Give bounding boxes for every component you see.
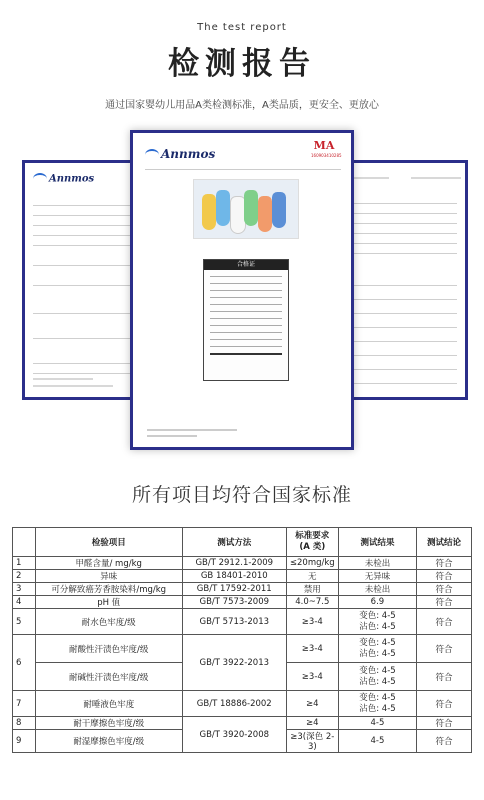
test-item: 耐唾液色牢度 xyxy=(35,691,182,717)
test-item: 耐干摩擦色牢度/级 xyxy=(35,717,182,730)
conclusion: 符合 xyxy=(417,691,472,717)
header-item: 检验项目 xyxy=(35,528,182,557)
certificate-title: 合格证 xyxy=(204,260,288,270)
brand-name-center: Annmos xyxy=(161,147,216,161)
conclusion: 符合 xyxy=(417,730,472,753)
test-result: 未检出 xyxy=(338,583,416,596)
requirement: ≥4 xyxy=(286,717,338,730)
conclusion: 符合 xyxy=(417,557,472,570)
table-row xyxy=(13,583,472,596)
header-requirement-line2: (A 类) xyxy=(299,542,326,552)
table-row xyxy=(13,596,472,609)
test-method: GB/T 5713-2013 xyxy=(182,609,286,635)
report-title: 检测报告 xyxy=(168,46,316,82)
product-photo xyxy=(193,179,299,239)
row-number: 2 xyxy=(13,570,36,583)
requirement: 无 xyxy=(286,570,338,583)
test-result: 无异味 xyxy=(338,570,416,583)
requirement: ≥3-4 xyxy=(286,609,338,635)
section-title: 所有项目均符合国家标准 xyxy=(131,484,352,506)
result-staining: 沾色: 4-5 xyxy=(359,621,396,632)
requirement: ≥3-4 xyxy=(286,635,338,663)
result-staining: 沾色: 4-5 xyxy=(359,676,396,687)
test-method: GB 18401-2010 xyxy=(182,570,286,583)
row-number: 3 xyxy=(13,583,36,596)
conclusion: 符合 xyxy=(417,583,472,596)
header-num xyxy=(13,528,36,557)
result-staining: 沾色: 4-5 xyxy=(359,703,396,714)
report-description: 通过国家婴幼儿用品A类检测标准，A类品质，更安全、更放心 xyxy=(105,100,379,111)
test-item: 耐酸性汗渍色牢度/级 xyxy=(35,635,182,663)
table-row xyxy=(13,635,472,663)
table-row xyxy=(13,691,472,717)
result-color-change: 变色: 4-5 xyxy=(359,610,396,621)
brand-arc-icon xyxy=(33,173,47,185)
test-result xyxy=(338,691,416,717)
row-number: 4 xyxy=(13,596,36,609)
table-header-row xyxy=(13,528,472,557)
result-color-change: 变色: 4-5 xyxy=(359,692,396,703)
test-item: 甲醛含量/ mg/kg xyxy=(35,557,182,570)
requirement: 4.0~7.5 xyxy=(286,596,338,609)
result-color-change: 变色: 4-5 xyxy=(359,665,396,676)
test-result: 6.9 xyxy=(338,596,416,609)
row-number: 5 xyxy=(13,609,36,635)
brand-arc-icon xyxy=(145,149,159,161)
test-method: GB/T 2912.1-2009 xyxy=(182,557,286,570)
header-result: 测试结果 xyxy=(338,528,416,557)
test-item: 耐湿摩擦色牢度/级 xyxy=(35,730,182,753)
conclusion: 符合 xyxy=(417,635,472,663)
test-result xyxy=(338,609,416,635)
header-conclusion: 测试结论 xyxy=(417,528,472,557)
certificate-label xyxy=(203,259,289,381)
cma-number: 160903410285 xyxy=(311,153,342,158)
header-method: 测试方法 xyxy=(182,528,286,557)
test-method: GB/T 18886-2002 xyxy=(182,691,286,717)
conclusion: 符合 xyxy=(417,570,472,583)
test-method: GB/T 17592-2011 xyxy=(182,583,286,596)
table-row xyxy=(13,570,472,583)
report-page-center xyxy=(130,130,354,450)
requirement: ≥4 xyxy=(286,691,338,717)
test-method: GB/T 3920-2008 xyxy=(182,717,286,753)
test-item: 异味 xyxy=(35,570,182,583)
conclusion: 符合 xyxy=(417,717,472,730)
header-requirement-line1: 标准要求 xyxy=(295,531,330,541)
test-result: 未检出 xyxy=(338,557,416,570)
row-number: 8 xyxy=(13,717,36,730)
cma-seal xyxy=(311,139,342,161)
conclusion: 符合 xyxy=(417,663,472,691)
row-number: 1 xyxy=(13,557,36,570)
test-results-table xyxy=(12,527,472,753)
row-number: 9 xyxy=(13,730,36,753)
test-item: 可分解致癌芳香胺染料/mg/kg xyxy=(35,583,182,596)
test-result: 4-5 xyxy=(338,717,416,730)
test-result xyxy=(338,635,416,663)
requirement: ≥3-4 xyxy=(286,663,338,691)
report-subtitle-en: The test report xyxy=(197,22,287,33)
test-result: 4-5 xyxy=(338,730,416,753)
cma-logo-icon: MA xyxy=(313,139,335,152)
brand-logo-center xyxy=(145,147,215,161)
result-color-change: 变色: 4-5 xyxy=(359,637,396,648)
table-row xyxy=(13,717,472,730)
test-item: 耐水色牢度/级 xyxy=(35,609,182,635)
report-page-right xyxy=(338,160,468,400)
requirement: 禁用 xyxy=(286,583,338,596)
row-number: 6 xyxy=(13,635,36,691)
row-number: 7 xyxy=(13,691,36,717)
result-staining: 沾色: 4-5 xyxy=(359,648,396,659)
requirement: ≤20mg/kg xyxy=(286,557,338,570)
table-row xyxy=(13,557,472,570)
requirement: ≥3(深色 2-3) xyxy=(286,730,338,753)
header-requirement xyxy=(286,528,338,557)
brand-name: Annmos xyxy=(49,173,95,185)
test-method: GB/T 7573-2009 xyxy=(182,596,286,609)
test-item: 耐碱性汗渍色牢度/级 xyxy=(35,663,182,691)
conclusion: 符合 xyxy=(417,596,472,609)
table-row xyxy=(13,609,472,635)
brand-logo xyxy=(33,173,94,185)
test-item: pH 值 xyxy=(35,596,182,609)
test-method: GB/T 3922-2013 xyxy=(182,635,286,691)
conclusion: 符合 xyxy=(417,609,472,635)
test-result xyxy=(338,663,416,691)
